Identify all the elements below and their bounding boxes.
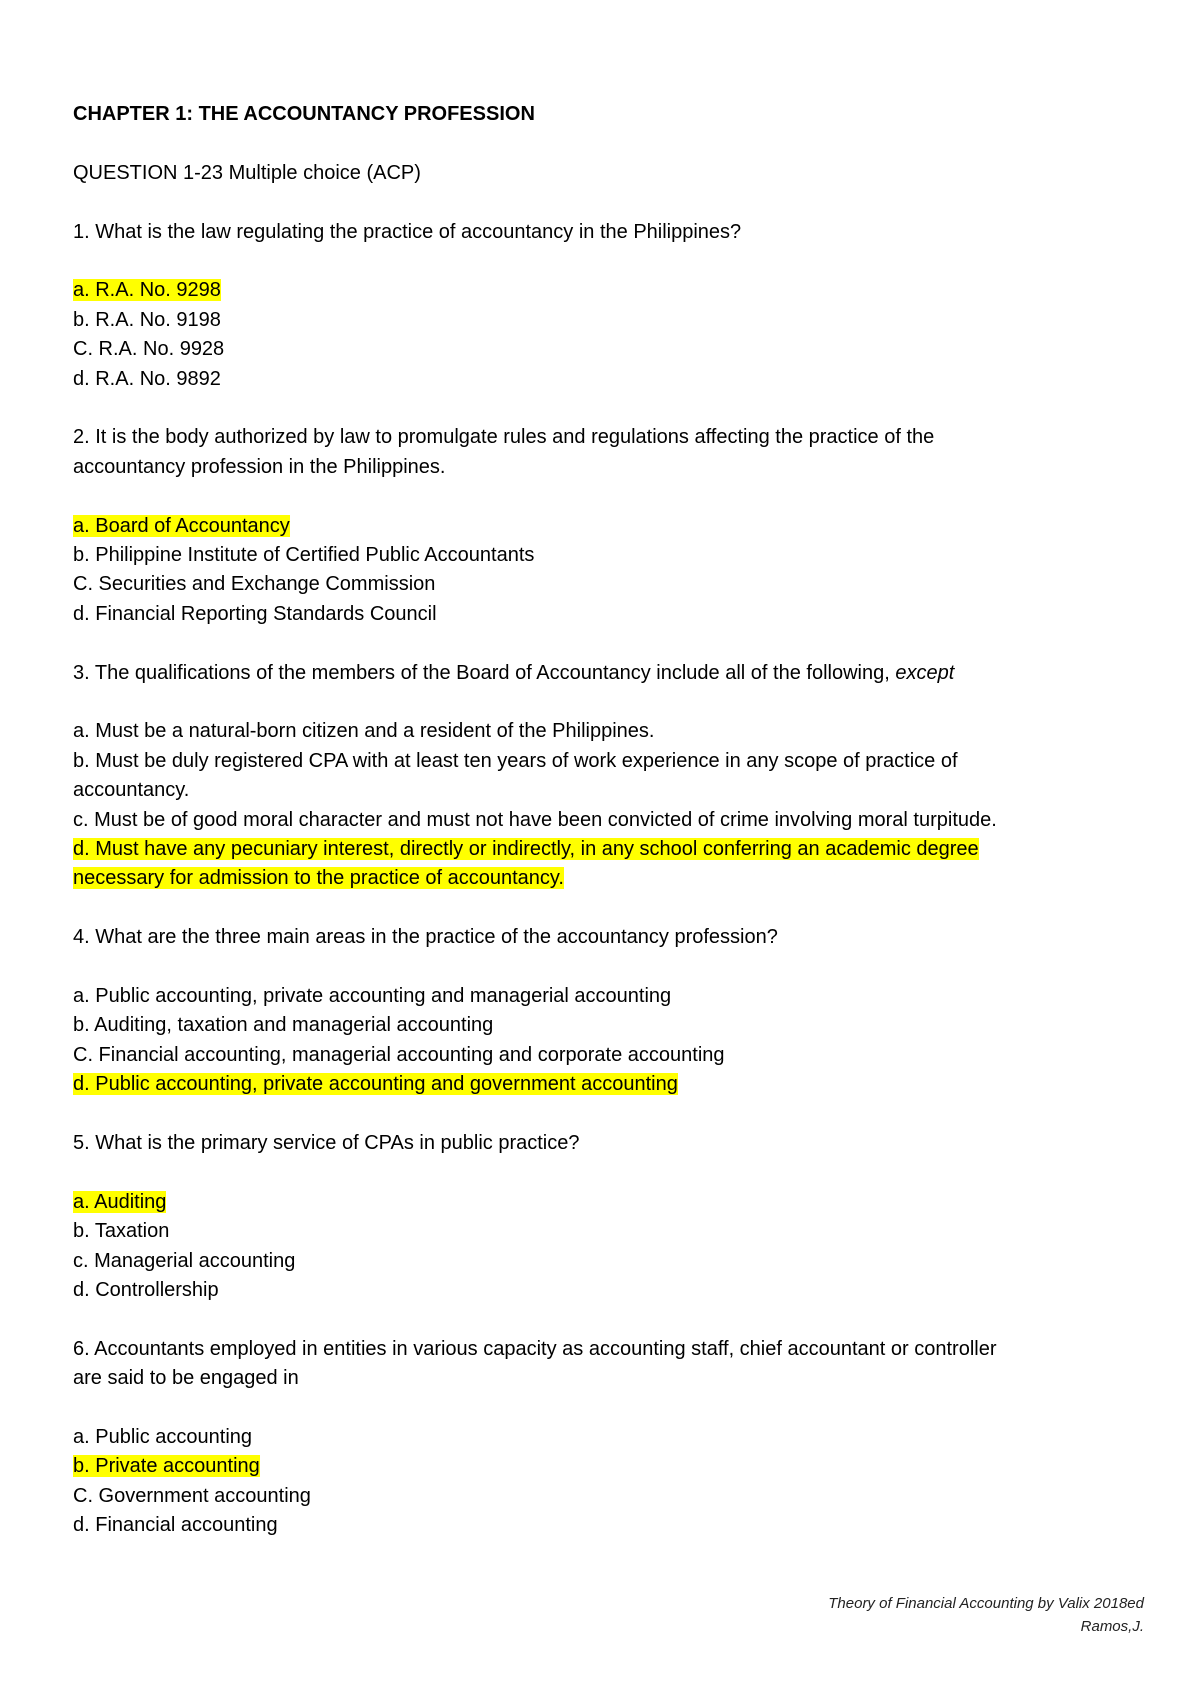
emphasis-except: except <box>895 661 955 684</box>
choice: d. Financial accounting <box>73 1514 278 1537</box>
choice: c. Must be of good moral character and must not have been convicted of crime involving moral turpitude. <box>73 808 997 831</box>
choice-answer: d. Must have any pecuniary interest, directly or indirectly, in any school conferring an academic degree <box>73 838 979 861</box>
question-2 <box>73 423 1143 629</box>
question-text: are said to be engaged in <box>73 1367 299 1390</box>
choice: d. Controllership <box>73 1279 219 1302</box>
choice: a. Public accounting, private accounting and managerial accounting <box>73 985 672 1008</box>
choice: c. Managerial accounting <box>73 1249 296 1272</box>
choice: b. Taxation <box>73 1220 170 1243</box>
choice-answer: d. Public accounting, private accounting and government accounting <box>73 1073 678 1096</box>
choice-answer: necessary for admission to the practice of accountancy. <box>73 867 564 890</box>
choice: accountancy. <box>73 779 190 802</box>
choice: C. Securities and Exchange Commission <box>73 573 436 596</box>
choice: b. Auditing, taxation and managerial accounting <box>73 1014 494 1037</box>
choice: a. Public accounting <box>73 1426 253 1449</box>
choice: d. R.A. No. 9892 <box>73 367 221 390</box>
choice-answer: a. R.A. No. 9298 <box>73 279 221 302</box>
choice: b. R.A. No. 9198 <box>73 308 221 331</box>
question-text: 4. What are the three main areas in the practice of the accountancy profession? <box>73 926 778 949</box>
page-footer <box>828 1592 1144 1638</box>
question-text: 1. What is the law regulating the practice of accountancy in the Philippines? <box>73 220 742 243</box>
footer-book-reference: Theory of Financial Accounting by Valix 2018ed <box>828 1595 1144 1612</box>
choice-answer: a. Auditing <box>73 1190 167 1213</box>
choice: C. R.A. No. 9928 <box>73 338 225 361</box>
choice: b. Philippine Institute of Certified Public Accountants <box>73 544 535 566</box>
question-4 <box>73 923 1143 1099</box>
question-text: 6. Accountants employed in entities in various capacity as accounting staff, chief accountant or controller <box>73 1337 997 1360</box>
question-5 <box>73 1129 1143 1305</box>
choice: a. Must be a natural-born citizen and a resident of the Philippines. <box>73 720 655 743</box>
choice-answer: b. Private accounting <box>73 1455 260 1478</box>
question-6 <box>73 1335 1143 1541</box>
question-3 <box>73 659 1143 894</box>
choice: d. Financial Reporting Standards Council <box>73 602 437 625</box>
question-text: 3. The qualifications of the members of the Board of Accountancy include all of the following, except <box>73 661 955 684</box>
choice: b. Must be duly registered CPA with at least ten years of work experience in any scope of practice of <box>73 749 958 772</box>
choice: C. Government accounting <box>73 1484 311 1507</box>
question-text: 5. What is the primary service of CPAs in public practice? <box>73 1132 580 1155</box>
document-page <box>73 100 1143 1541</box>
chapter-title: CHAPTER 1: THE ACCOUNTANCY PROFESSION <box>73 103 535 125</box>
question-text: accountancy profession in the Philippines. <box>73 455 446 478</box>
question-text: 2. It is the body authorized by law to promulgate rules and regulations affecting the practice of the <box>73 426 935 449</box>
choice-answer: a. Board of Accountancy <box>73 514 290 537</box>
question-1 <box>73 218 1143 394</box>
choice: C. Financial accounting, managerial accounting and corporate accounting <box>73 1043 725 1066</box>
question-set-heading: QUESTION 1-23 Multiple choice (ACP) <box>73 161 421 184</box>
footer-author: Ramos,J. <box>1080 1618 1144 1635</box>
